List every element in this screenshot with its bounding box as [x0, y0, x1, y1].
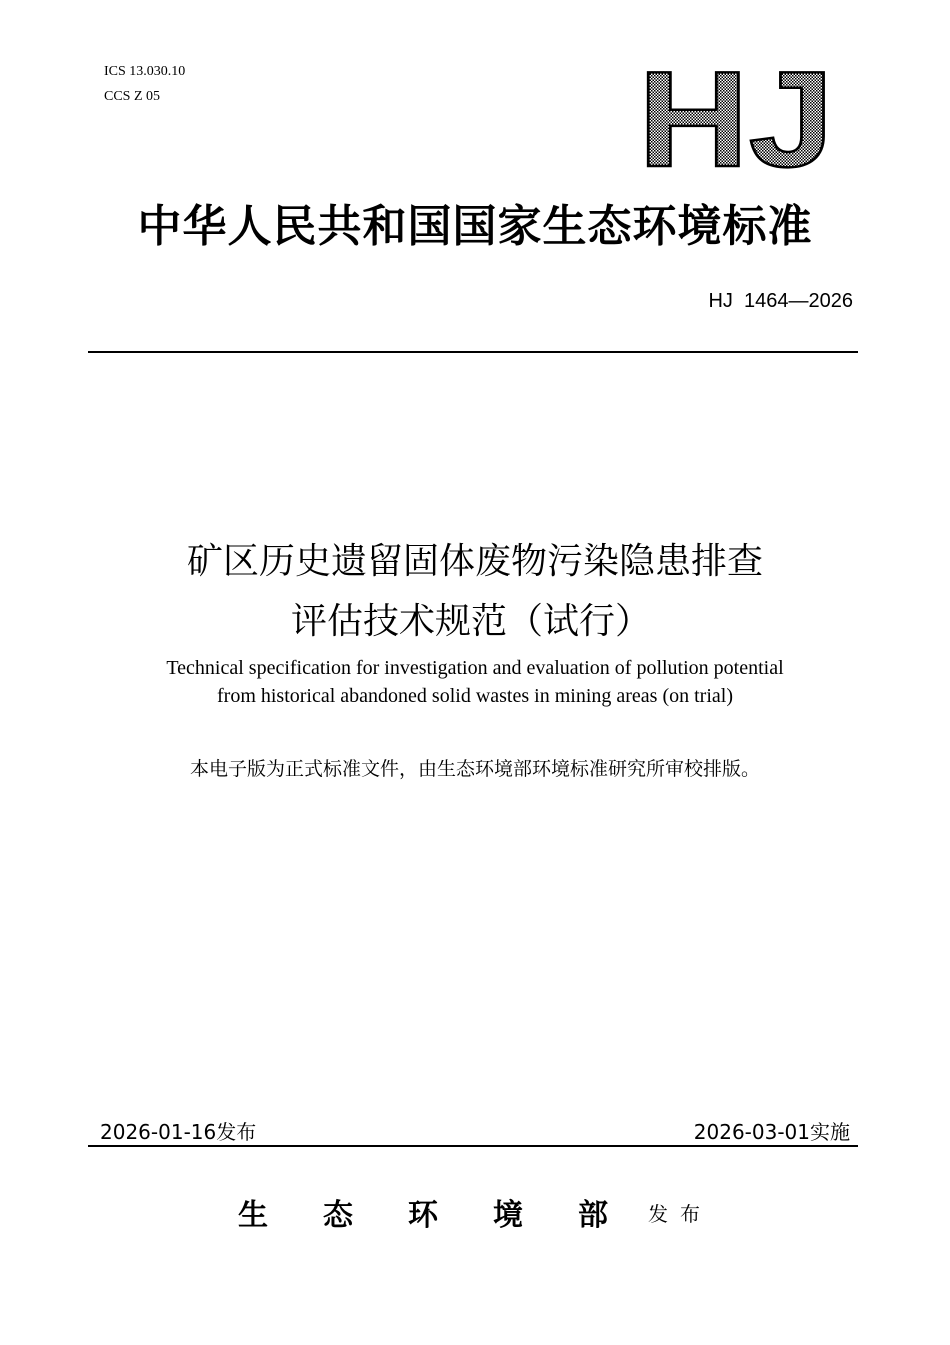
english-title-line-2: from historical abandoned solid wastes in mining areas (on trial) [217, 685, 733, 707]
english-title-line-1: Technical specification for investigation and evaluation of pollution potential [166, 657, 784, 679]
bottom-divider [88, 1145, 858, 1147]
electronic-version-notice: 本电子版为正式标准文件，由生态环境部环境标准研究所审校排版。 [189, 758, 760, 780]
standard-body-title: 中华人民共和国国家生态环境标准 [137, 201, 813, 252]
publish-label: 发布 [648, 1202, 712, 1226]
publisher-name: 生态环境部 [238, 1198, 663, 1233]
hj-logo [636, 66, 836, 172]
standard-code: HJ 1464—2026 [708, 290, 853, 312]
document-title-line-1: 矿区历史遗留固体废物污染隐患排查 [186, 541, 763, 582]
issue-date: 2026-01-16发布 [100, 1120, 257, 1144]
ccs-code: CCS Z 05 [104, 89, 161, 104]
implementation-date: 2026-03-01实施 [693, 1120, 850, 1144]
document-title-line-2: 评估技术规范（试行） [290, 601, 651, 642]
top-divider [88, 351, 858, 353]
svg-text:HJ: HJ [638, 66, 834, 172]
ics-code: ICS 13.030.10 [104, 64, 186, 79]
